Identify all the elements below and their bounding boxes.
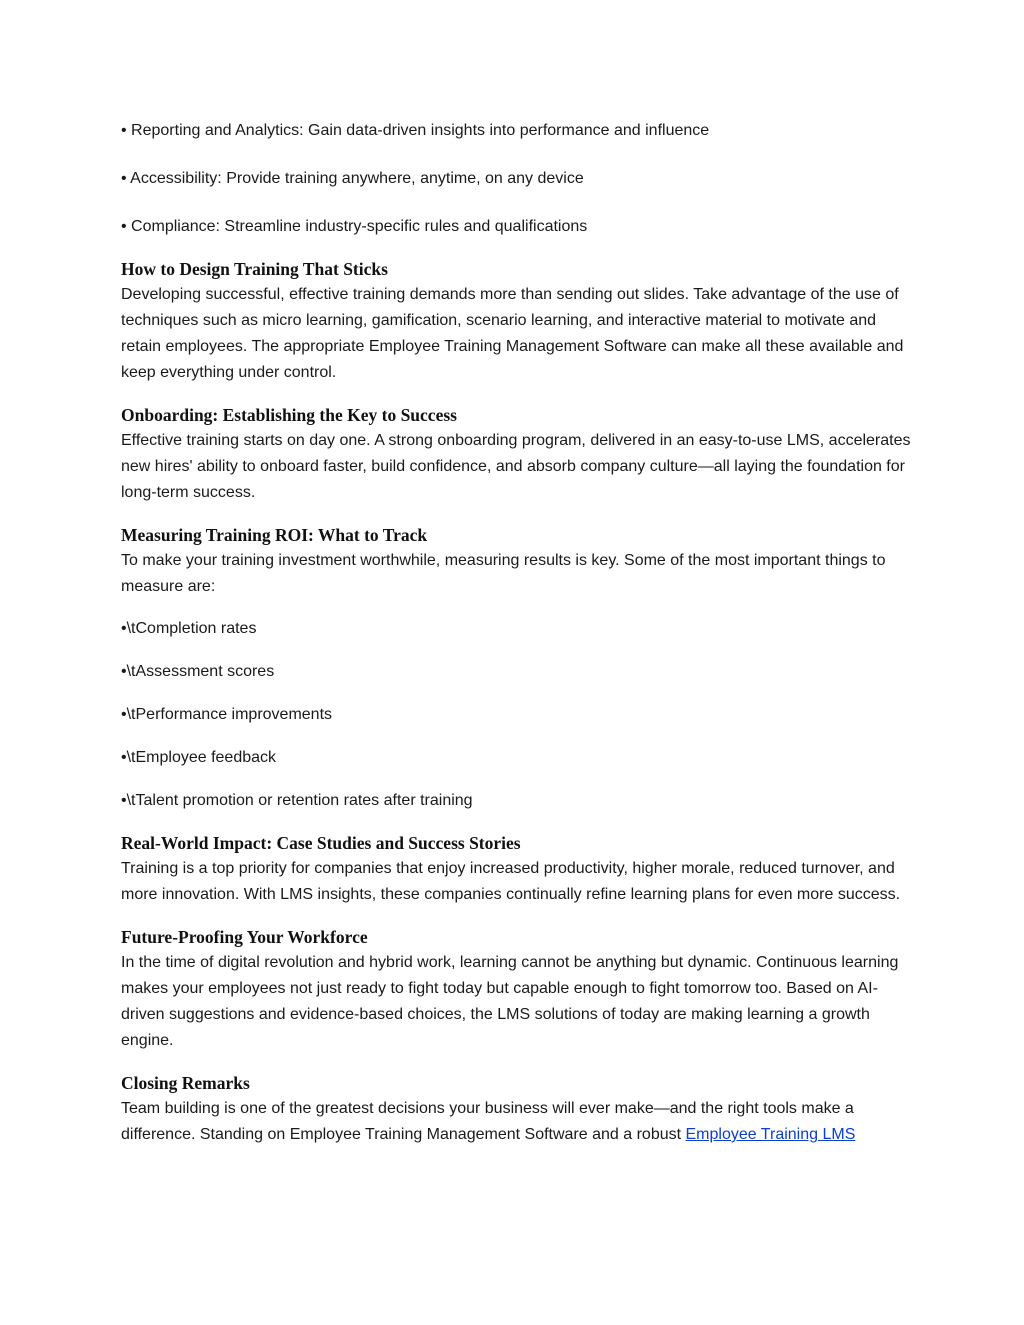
section-heading-future: Future-Proofing Your Workforce [121,927,368,947]
roi-metrics-list [121,616,911,814]
closing-body-text: Team building is one of the greatest decisions your business will ever make—and the right tools make a difference. Standing on Employee Training Management Software and a robust [121,1100,854,1143]
metric-item: •\tPerformance improvements [121,706,333,723]
metric-item: •\tTalent promotion or retention rates after training [121,792,473,809]
bullet-compliance: • Compliance: Streamline industry-specific rules and qualifications [121,218,588,235]
section-heading-impact: Real-World Impact: Case Studies and Success Stories [121,833,521,853]
section-heading-onboarding: Onboarding: Establishing the Key to Success [121,405,457,425]
section-closing [121,1070,911,1148]
bullet-accessibility: • Accessibility: Provide training anywhere, anytime, on any device [121,170,584,187]
section-heading-design: How to Design Training That Sticks [121,259,388,279]
section-onboarding [121,402,911,506]
section-heading-closing: Closing Remarks [121,1073,250,1093]
document-page [121,118,911,1164]
section-impact [121,830,911,908]
bullet-reporting-analytics: • Reporting and Analytics: Gain data-driven insights into performance and influence [121,122,710,139]
section-design [121,256,911,386]
employee-training-lms-link[interactable]: Employee Training LMS [685,1126,856,1143]
metric-item: •\tCompletion rates [121,620,257,637]
section-body-impact: Training is a top priority for companies that enjoy increased productivity, higher morale, reduced turnover, and more innovation. With LMS insights, these companies continually refine learning plans for even more success. [121,860,901,903]
section-roi [121,522,911,814]
section-body-roi: To make your training investment worthwhile, measuring results is key. Some of the most important things to measure are: [121,552,886,595]
section-heading-roi: Measuring Training ROI: What to Track [121,525,428,545]
metric-item: •\tEmployee feedback [121,749,277,766]
metric-item: •\tAssessment scores [121,663,275,680]
section-body-onboarding: Effective training starts on day one. A strong onboarding program, delivered in an easy-to-use LMS, accelerates new hires' ability to onboard faster, build confidence, and absorb company culture—all laying the foundation for long-term success. [121,432,911,501]
section-body-future: In the time of digital revolution and hybrid work, learning cannot be anything but dynamic. Continuous learning makes your employees not just ready to fight today but capable enough to fight tomorrow too. Based on AI-driven suggestions and evidence-based choices, the LMS solutions of today are making learning a growth engine. [121,954,899,1049]
section-body-design: Developing successful, effective training demands more than sending out slides. Take advantage of the use of techniques such as micro learning, gamification, scenario learning, and interactive material to motivate and retain employees. The appropriate Employee Training Management Software can make all these available and keep everything under control. [121,286,904,381]
intro-bullet-list [121,118,911,240]
section-body-closing [121,1096,911,1148]
section-future [121,924,911,1054]
